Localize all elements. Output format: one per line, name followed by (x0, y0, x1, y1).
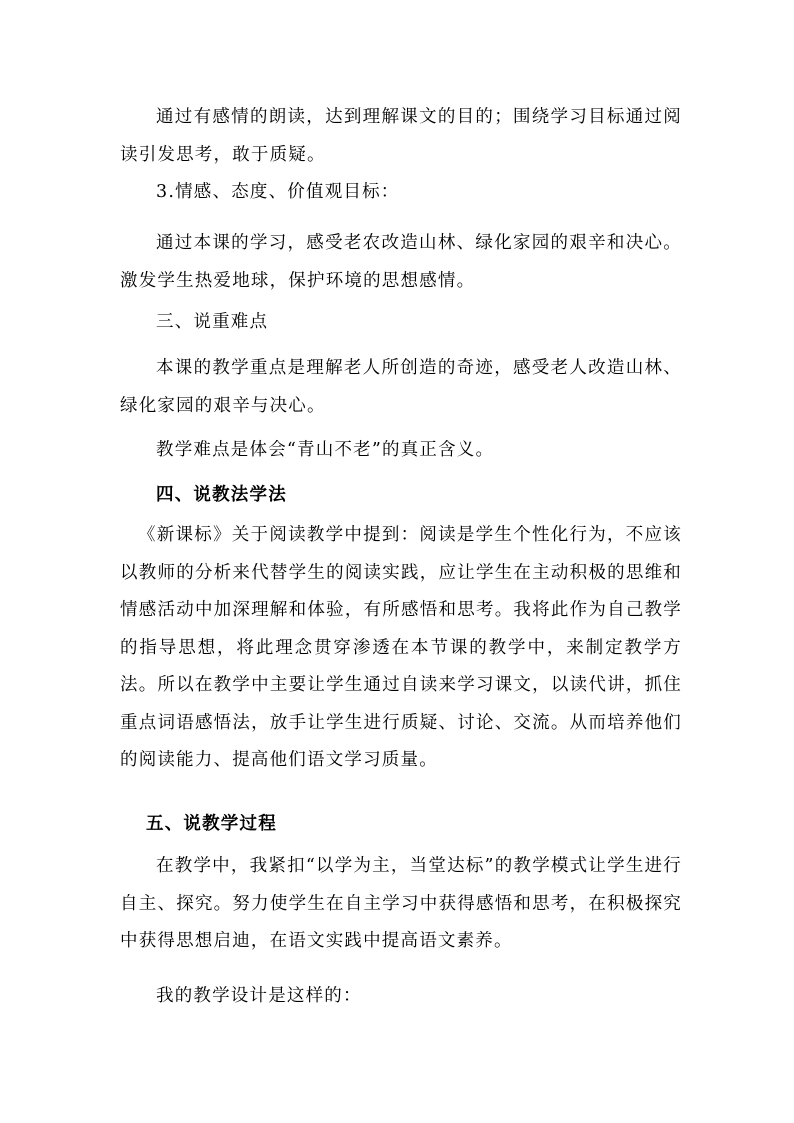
heading-teaching-methods: 四、说教法学法 (156, 485, 287, 505)
paragraph-key-point: 本课的教学重点是理解老人所创造的奇迹，感受老人改造山林、绿化家园的艰辛与决心。 (120, 358, 682, 416)
paragraph-teaching-methods: 《新课标》关于阅读教学中提到：阅读是学生个性化行为，不应该以教师的分析来代替学生的阅读实践，应让学生在主动积极的思维和情感活动中加深理解和体验，有所感悟和思考。我将此作为自己教学的指导思想，将此理念贯穿渗透在本节课的教学中，来制定教学方法。所以在教学中主要让学生通过自读来学习课文，以读代讲，抓住重点词语感悟法，放手让学生进行质疑、讨论、交流。从而培养他们的阅读能力、提高他们语文学习质量。 (120, 525, 682, 770)
heading-emotion-goal: 3.情感、态度、价值观目标： (156, 182, 400, 202)
paragraph-teaching-process: 在教学中，我紧扣“以学为主，当堂达标”的教学模式让学生进行自主、探究。努力使学生在自主学习中获得感悟和思考，在积极探究中获得思想启迪，在语文实践中提高语文素养。 (120, 856, 682, 951)
paragraph-reading-goal: 通过有感情的朗读，达到理解课文的目的；围绕学习目标通过阅读引发思考，敢于质疑。 (120, 107, 682, 165)
heading-teaching-process: 五、说教学过程 (146, 814, 277, 834)
paragraph-emotion-goal: 通过本课的学习，感受老农改造山林、绿化家园的艰辛和决心。激发学生热爱地球，保护环境的思想感情。 (120, 233, 682, 291)
paragraph-design-intro: 我的教学设计是这样的： (156, 986, 362, 1006)
paragraph-difficult-point: 教学难点是体会“青山不老”的真正含义。 (156, 440, 495, 460)
heading-key-points: 三、说重难点 (156, 312, 269, 332)
